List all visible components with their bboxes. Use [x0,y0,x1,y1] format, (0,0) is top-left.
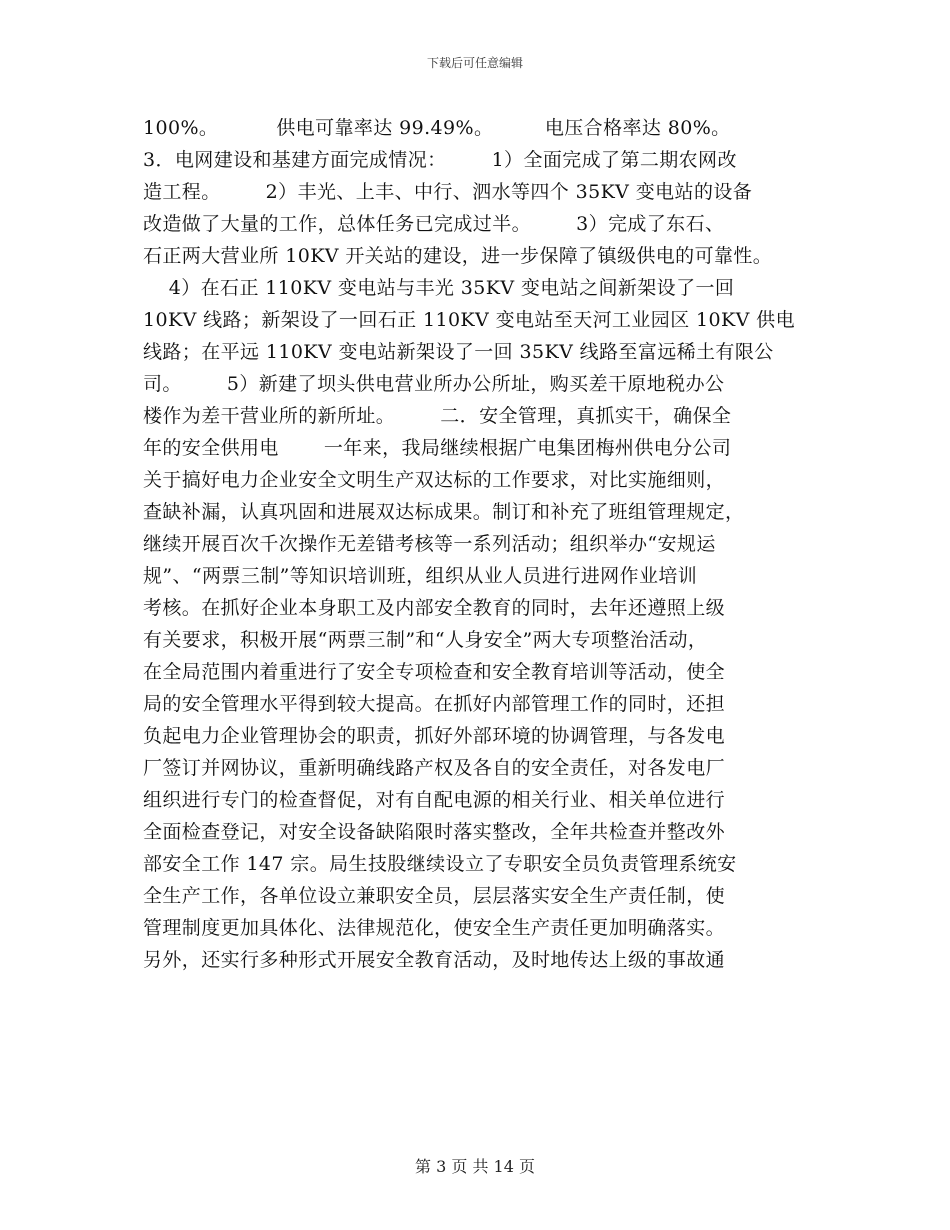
text-line: 司。 5）新建了坝头供电营业所办公所址，购买差干原地税办公 [143,373,725,395]
text-line: 厂签订并网协议，重新明确线路产权及各自的安全责任，对各发电厂 [143,757,726,779]
text-line: 石正两大营业所 10KV 开关站的建设，进一步保障了镇级供电的可靠性。 [143,245,773,267]
text-line: 考核。在抓好企业本身职工及内部安全教育的同时，去年还遵照上级 [143,597,726,619]
text-line: 管理制度更加具体化、法律规范化，使安全生产责任更加明确落实。 [143,917,726,939]
page-footer: 第 3 页 共 14 页 [415,1157,535,1176]
text-line: 部安全工作 147 宗。局生技股继续设立了专职安全员负责管理系统安 [143,853,737,875]
text-line: 有关要求，积极开展“两票三制”和“人身安全”两大专项整治活动， [143,629,708,651]
text-line: 另外，还实行多种形式开展安全教育活动，及时地传达上级的事故通 [143,949,726,971]
document-body [143,112,808,976]
text-line: 规”、“两票三制”等知识培训班，组织从业人员进行进网作业培训 [143,565,698,587]
text-line: 全生产工作，各单位设立兼职安全员，层层落实安全生产责任制，使 [143,885,726,907]
text-line: 负起电力企业管理协会的职责，抓好外部环境的协调管理，与各发电 [143,725,726,747]
text-line: 造工程。 2）丰光、上丰、中行、泗水等四个 35KV 变电站的设备 [143,181,753,203]
text-line: 4）在石正 110KV 变电站与丰光 35KV 变电站之间新架设了一回 [143,277,735,299]
text-line: 改造做了大量的工作，总体任务已完成过半。 3）完成了东石、 [143,213,725,235]
text-line: 年的安全供用电 一年来，我局继续根据广电集团梅州供电分公司 [143,437,732,459]
text-line: 在全局范围内着重进行了安全专项检查和安全教育培训等活动，使全 [143,661,726,683]
text-line: 继续开展百次千次操作无差错考核等一系列活动；组织举办“安规运 [143,533,716,555]
text-line: 线路；在平远 110KV 变电站新架设了一回 35KV 线路至富远稀土有限公 [143,341,774,363]
text-line: 10KV 线路；新架设了一回石正 110KV 变电站至天河工业园区 10KV 供电 [143,309,795,331]
text-line: 局的安全管理水平得到较大提高。在抓好内部管理工作的同时，还担 [143,693,726,715]
text-line: 楼作为差干营业所的新所址。 二．安全管理，真抓实干，确保全 [143,405,732,427]
text-line: 组织进行专门的检查督促，对有自配电源的相关行业、相关单位进行 [143,789,726,811]
text-line: 100%。 供电可靠率达 99.49%。 电压合格率达 80%。 [143,117,731,139]
page-header: 下载后可任意编辑 [426,56,523,70]
text-line: 查缺补漏，认真巩固和进展双达标成果。制订和补充了班组管理规定， [143,501,745,523]
text-line: 关于搞好电力企业安全文明生产双达标的工作要求，对比实施细则， [143,469,726,491]
text-line: 3．电网建设和基建方面完成情况： 1）全面完成了第二期农网改 [143,149,737,171]
text-line: 全面检查登记，对安全设备缺陷限时落实整改，全年共检查并整改外 [143,821,726,843]
